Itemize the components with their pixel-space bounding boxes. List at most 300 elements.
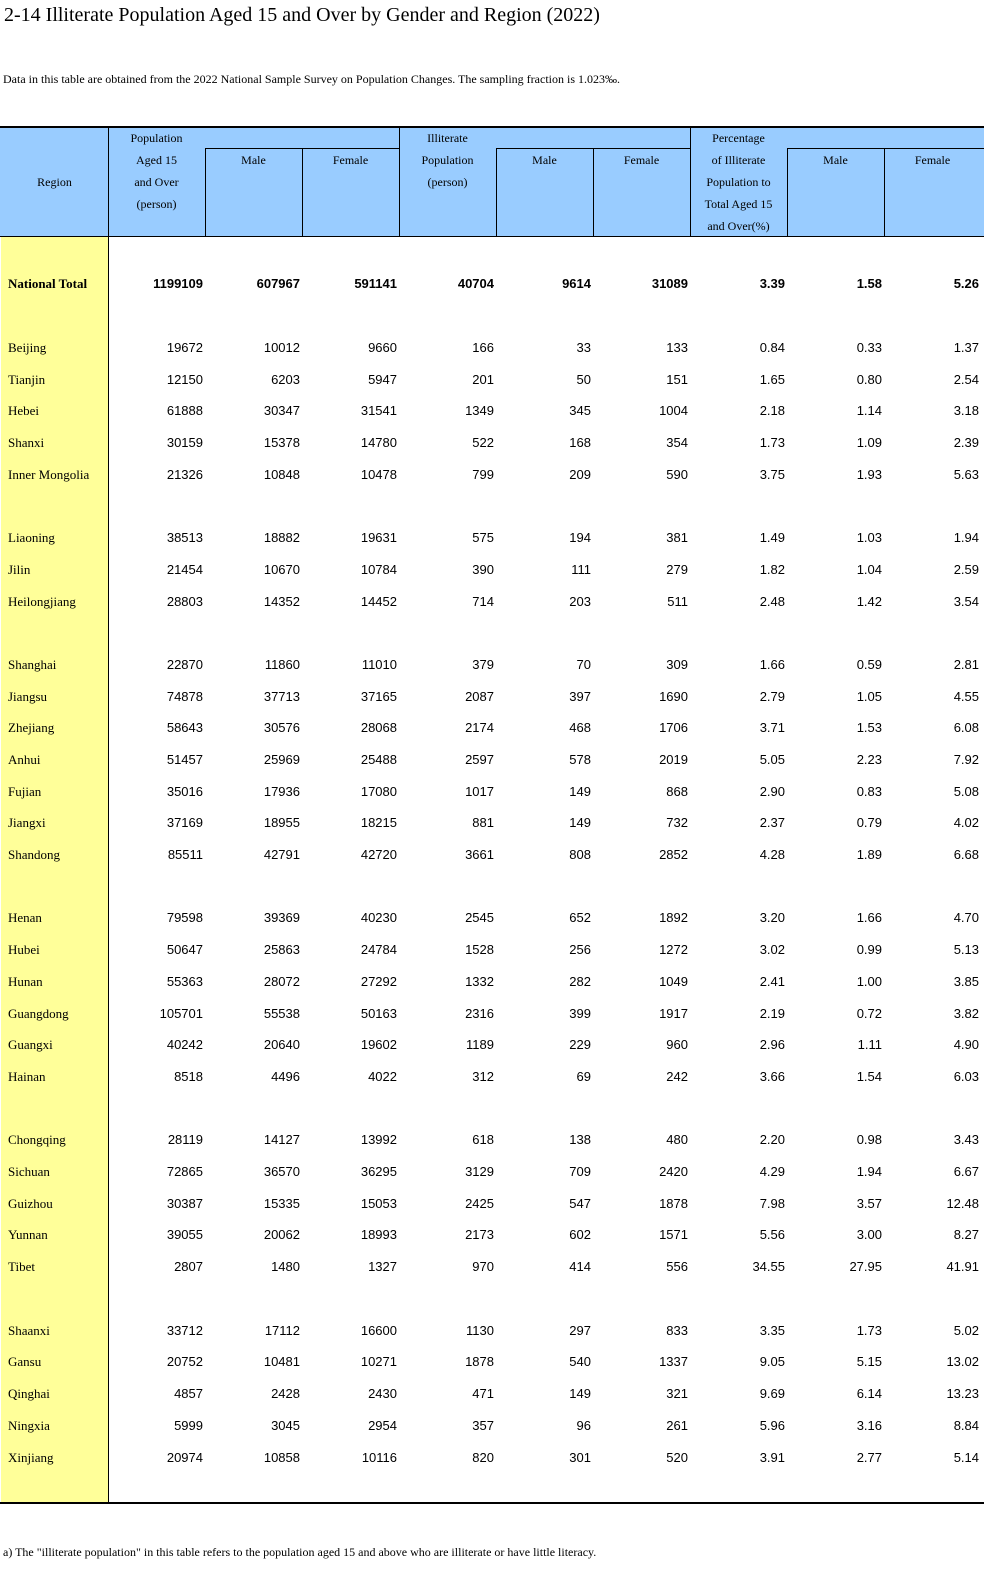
- cell-ill: 820: [472, 1450, 494, 1465]
- cell-pop: 30159: [166, 435, 203, 450]
- cell-ill-f: 1706: [659, 720, 688, 735]
- cell-pct-f: 12.48: [946, 1196, 979, 1211]
- region-name: Chongqing: [8, 1132, 66, 1147]
- cell-pct: 2.20: [759, 1132, 785, 1147]
- cell-pop-f: 2954: [368, 1418, 397, 1433]
- cell-pct-f: 8.84: [953, 1418, 979, 1433]
- cell-pct-f: 2.39: [953, 435, 979, 450]
- cell-pct: 1.66: [759, 657, 785, 672]
- region-name: Qinghai: [8, 1386, 50, 1401]
- cell-pop-f: 1327: [368, 1259, 397, 1274]
- cell-pop-f: 16600: [360, 1323, 397, 1338]
- cell-pct-m: 1.89: [856, 847, 882, 862]
- cell-pct: 4.29: [759, 1164, 785, 1179]
- cell-pop-m: 30347: [263, 403, 300, 418]
- table-row: [0, 528, 984, 548]
- cell-pop: 38513: [166, 530, 203, 545]
- cell-pct-f: 5.14: [953, 1450, 979, 1465]
- cell-ill: 522: [472, 435, 494, 450]
- region-name: National Total: [8, 276, 88, 291]
- cell-ill-f: 590: [666, 467, 688, 482]
- cell-pop: 22870: [166, 657, 203, 672]
- cell-ill-m: 297: [569, 1323, 591, 1338]
- cell-pct: 5.96: [759, 1418, 785, 1433]
- cell-ill-f: 1690: [659, 689, 688, 704]
- table-row: [0, 813, 984, 833]
- cell-pct: 2.48: [759, 594, 785, 609]
- cell-pop-m: 18882: [263, 530, 300, 545]
- table-row: [0, 940, 984, 960]
- cell-pct-f: 2.59: [953, 562, 979, 577]
- header-population: Population Aged 15 and Over (person): [130, 131, 183, 211]
- cell-ill-m: 282: [569, 974, 591, 989]
- cell-ill-f: 520: [666, 1450, 688, 1465]
- region-name: Yunnan: [8, 1227, 48, 1242]
- cell-ill-m: 203: [569, 594, 591, 609]
- cell-ill-m: 96: [576, 1418, 591, 1433]
- cell-pct-m: 1.58: [856, 276, 882, 291]
- cell-pop-f: 11010: [361, 657, 397, 672]
- region-name: Jilin: [8, 562, 31, 577]
- cell-pop: 30387: [166, 1196, 203, 1211]
- cell-ill-f: 151: [666, 372, 688, 387]
- table-row: [0, 1067, 984, 1087]
- cell-pct-f: 6.03: [953, 1069, 979, 1084]
- source-note: Data in this table are obtained from the 2022 National Sample Survey on Population Changes. The sampling fraction is 1.023‰.: [3, 72, 620, 86]
- cell-pct-m: 1.14: [856, 403, 882, 418]
- table-row: [0, 1035, 984, 1055]
- cell-pop-m: 14352: [263, 594, 300, 609]
- region-name: Hubei: [8, 942, 40, 957]
- table-row: [0, 465, 984, 485]
- cell-pop-f: 50163: [360, 1006, 397, 1021]
- cell-ill-f: 1004: [659, 403, 688, 418]
- cell-ill-m: 9614: [562, 276, 591, 291]
- cell-ill-m: 256: [569, 942, 591, 957]
- cell-ill-f: 2420: [659, 1164, 688, 1179]
- cell-pct-f: 3.43: [953, 1132, 979, 1147]
- cell-ill: 1332: [465, 974, 494, 989]
- cell-pct: 3.75: [759, 467, 785, 482]
- cell-pct-m: 1.03: [856, 530, 882, 545]
- cell-pop: 33712: [166, 1323, 203, 1338]
- cell-ill-f: 321: [666, 1386, 688, 1401]
- cell-ill: 714: [472, 594, 494, 609]
- cell-pop: 1199109: [153, 276, 203, 291]
- cell-pop-f: 13992: [360, 1132, 397, 1147]
- cell-pct-m: 1.73: [856, 1323, 882, 1338]
- cell-ill: 3129: [465, 1164, 494, 1179]
- cell-pct-m: 3.00: [856, 1227, 882, 1242]
- cell-pct-f: 2.81: [953, 657, 979, 672]
- cell-pct: 3.35: [759, 1323, 785, 1338]
- cell-pct: 2.18: [759, 403, 785, 418]
- region-name: Hunan: [8, 974, 43, 989]
- cell-ill-m: 209: [569, 467, 591, 482]
- table-row: [0, 1416, 984, 1436]
- cell-pct: 1.82: [759, 562, 785, 577]
- cell-pop: 55363: [166, 974, 203, 989]
- cell-ill-m: 194: [569, 530, 591, 545]
- region-name: Guangxi: [8, 1037, 53, 1052]
- cell-pop-f: 10271: [360, 1354, 397, 1369]
- cell-pct-m: 1.53: [856, 720, 882, 735]
- cell-pop-f: 42720: [360, 847, 397, 862]
- cell-pct-f: 5.26: [953, 276, 979, 291]
- cell-ill: 166: [472, 340, 494, 355]
- region-name: Ningxia: [8, 1418, 50, 1433]
- region-name: Shandong: [8, 847, 60, 862]
- cell-pop: 61888: [166, 403, 203, 418]
- cell-ill-m: 602: [569, 1227, 591, 1242]
- cell-pop-m: 39369: [263, 910, 300, 925]
- cell-ill: 1528: [465, 942, 494, 957]
- table-row: [0, 782, 984, 802]
- cell-pop-f: 9660: [368, 340, 397, 355]
- cell-pop-m: 17936: [263, 784, 300, 799]
- cell-ill-m: 345: [569, 403, 591, 418]
- region-name: Hainan: [8, 1069, 46, 1084]
- cell-pct: 5.05: [759, 752, 785, 767]
- cell-pop-m: 10848: [263, 467, 300, 482]
- cell-pct-m: 1.94: [856, 1164, 882, 1179]
- cell-pct-m: 1.93: [856, 467, 882, 482]
- cell-ill-f: 833: [666, 1323, 688, 1338]
- cell-pct: 3.39: [759, 276, 785, 291]
- cell-pct-f: 8.27: [953, 1227, 979, 1242]
- cell-pct: 2.96: [759, 1037, 785, 1052]
- cell-pop: 51457: [166, 752, 203, 767]
- region-name: Anhui: [8, 752, 41, 767]
- cell-ill-f: 960: [666, 1037, 688, 1052]
- cell-pop: 72865: [166, 1164, 203, 1179]
- cell-ill-f: 732: [666, 815, 688, 830]
- cell-pct-f: 6.67: [953, 1164, 979, 1179]
- region-name: Xinjiang: [8, 1450, 54, 1465]
- region-name: Gansu: [8, 1354, 42, 1369]
- cell-ill-f: 511: [667, 594, 688, 609]
- cell-pct-f: 5.08: [953, 784, 979, 799]
- region-name: Zhejiang: [8, 720, 55, 735]
- cell-pop: 35016: [166, 784, 203, 799]
- cell-pop-f: 2430: [368, 1386, 397, 1401]
- page-title: 2-14 Illiterate Population Aged 15 and Over by Gender and Region (2022): [4, 4, 600, 26]
- cell-pct: 1.49: [759, 530, 785, 545]
- table-row: [0, 401, 984, 421]
- cell-ill-f: 1272: [659, 942, 688, 957]
- cell-ill: 471: [472, 1386, 494, 1401]
- cell-ill: 1189: [466, 1037, 494, 1052]
- cell-pct-m: 0.98: [856, 1132, 882, 1147]
- cell-ill: 575: [472, 530, 494, 545]
- cell-ill-f: 381: [666, 530, 688, 545]
- cell-ill: 970: [472, 1259, 494, 1274]
- cell-ill: 201: [472, 372, 494, 387]
- cell-ill-m: 578: [569, 752, 591, 767]
- region-name: Tibet: [8, 1259, 35, 1274]
- cell-pct: 9.69: [759, 1386, 785, 1401]
- table-row: [0, 972, 984, 992]
- cell-pct: 3.02: [759, 942, 785, 957]
- cell-pop: 28119: [167, 1132, 203, 1147]
- cell-ill: 3661: [465, 847, 494, 862]
- cell-ill-m: 397: [569, 689, 591, 704]
- cell-pct-m: 0.72: [856, 1006, 882, 1021]
- cell-ill-f: 1892: [659, 910, 688, 925]
- cell-ill-f: 242: [666, 1069, 688, 1084]
- cell-pct-m: 0.33: [856, 340, 882, 355]
- cell-pop: 8518: [174, 1069, 203, 1084]
- cell-pop: 19672: [166, 340, 203, 355]
- cell-pop: 20752: [166, 1354, 203, 1369]
- cell-ill: 1349: [465, 403, 494, 418]
- table-row: [0, 750, 984, 770]
- cell-pop: 20974: [166, 1450, 203, 1465]
- cell-ill-f: 279: [666, 562, 688, 577]
- header-ill-female: Female: [623, 153, 660, 167]
- header-region: Region: [37, 175, 72, 189]
- cell-ill-m: 138: [569, 1132, 591, 1147]
- region-name: Henan: [8, 910, 42, 925]
- cell-pop-f: 37165: [360, 689, 397, 704]
- cell-pop-f: 19631: [360, 530, 397, 545]
- cell-pop-m: 36570: [263, 1164, 300, 1179]
- cell-ill-f: 868: [666, 784, 688, 799]
- cell-pop-f: 5947: [368, 372, 397, 387]
- cell-pct: 0.84: [759, 340, 785, 355]
- cell-pct-m: 1.00: [856, 974, 882, 989]
- cell-pop-m: 10012: [263, 340, 300, 355]
- cell-ill-m: 301: [569, 1450, 591, 1465]
- cell-pct-m: 0.83: [856, 784, 882, 799]
- cell-pop: 105701: [159, 1006, 203, 1021]
- cell-ill: 2316: [465, 1006, 494, 1021]
- table-row: [0, 1194, 984, 1214]
- cell-pct: 1.65: [759, 372, 785, 387]
- cell-ill-f: 2019: [659, 752, 688, 767]
- cell-pct: 2.41: [759, 974, 785, 989]
- table-row: [0, 433, 984, 453]
- cell-pct-f: 3.54: [953, 594, 979, 609]
- cell-ill-m: 69: [576, 1069, 591, 1084]
- cell-pop-m: 55538: [263, 1006, 300, 1021]
- cell-pop: 4857: [174, 1386, 203, 1401]
- cell-pct: 1.73: [759, 435, 785, 450]
- cell-pct: 2.90: [759, 784, 785, 799]
- cell-pop-f: 25488: [360, 752, 397, 767]
- cell-pct-m: 1.09: [856, 435, 882, 450]
- cell-pop-f: 4022: [368, 1069, 397, 1084]
- region-column-bg: [1, 237, 108, 1503]
- cell-pop-f: 15053: [360, 1196, 397, 1211]
- region-name: Guizhou: [8, 1196, 53, 1211]
- cell-ill-f: 133: [666, 340, 688, 355]
- table-row: [0, 592, 984, 612]
- cell-pct-m: 0.59: [856, 657, 882, 672]
- cell-pct-f: 5.63: [953, 467, 979, 482]
- cell-pop: 28803: [166, 594, 203, 609]
- cell-ill-f: 556: [666, 1259, 688, 1274]
- cell-pop-m: 1480: [271, 1259, 300, 1274]
- cell-ill-f: 31089: [651, 276, 688, 291]
- cell-pct: 34.55: [752, 1259, 785, 1274]
- cell-ill-m: 149: [569, 815, 591, 830]
- cell-pop-f: 10116: [361, 1450, 397, 1465]
- cell-pop-m: 25969: [263, 752, 300, 767]
- cell-pop-m: 28072: [263, 974, 300, 989]
- cell-ill: 1130: [466, 1323, 494, 1338]
- cell-pct-m: 6.14: [856, 1386, 882, 1401]
- cell-ill-m: 414: [569, 1259, 591, 1274]
- cell-pop-m: 11860: [264, 657, 300, 672]
- cell-pct: 3.20: [759, 910, 785, 925]
- cell-pct-m: 1.66: [856, 910, 882, 925]
- table-row: [0, 1257, 984, 1277]
- cell-ill: 390: [472, 562, 494, 577]
- cell-ill-m: 547: [569, 1196, 591, 1211]
- cell-pop-f: 31541: [360, 403, 397, 418]
- cell-pop-f: 17080: [360, 784, 397, 799]
- cell-pop: 74878: [166, 689, 203, 704]
- cell-pct: 9.05: [759, 1354, 785, 1369]
- cell-pct: 4.28: [759, 847, 785, 862]
- cell-pop-f: 18993: [360, 1227, 397, 1242]
- cell-pct-m: 1.54: [856, 1069, 882, 1084]
- cell-ill-f: 480: [666, 1132, 688, 1147]
- cell-pct-m: 27.95: [849, 1259, 882, 1274]
- table-row: [0, 338, 984, 358]
- table-row: [0, 1352, 984, 1372]
- cell-ill: 618: [472, 1132, 494, 1147]
- cell-pct-f: 4.90: [953, 1037, 979, 1052]
- header-ill-male: Male: [532, 153, 557, 167]
- cell-ill-f: 1917: [659, 1006, 688, 1021]
- region-name: Hebei: [8, 403, 40, 418]
- region-name: Inner Mongolia: [8, 467, 90, 482]
- cell-pop: 2807: [174, 1259, 203, 1274]
- cell-pct-m: 0.79: [856, 815, 882, 830]
- cell-pop-m: 37713: [263, 689, 300, 704]
- cell-pop-m: 3045: [271, 1418, 300, 1433]
- cell-pop-f: 10784: [360, 562, 397, 577]
- region-name: Shaanxi: [8, 1323, 50, 1338]
- cell-pop-m: 15335: [263, 1196, 300, 1211]
- cell-pct-f: 2.54: [953, 372, 979, 387]
- cell-pct-f: 6.08: [953, 720, 979, 735]
- cell-pct: 2.79: [759, 689, 785, 704]
- cell-ill: 1017: [465, 784, 494, 799]
- cell-pct: 7.98: [759, 1196, 785, 1211]
- cell-ill-m: 709: [569, 1164, 591, 1179]
- region-name: Sichuan: [8, 1164, 50, 1179]
- region-name: Fujian: [8, 784, 42, 799]
- table-row: [0, 274, 984, 294]
- cell-ill-m: 399: [569, 1006, 591, 1021]
- cell-pct-f: 3.85: [953, 974, 979, 989]
- header-illiterate: Illiterate Population (person): [421, 131, 474, 189]
- cell-pct-m: 2.77: [856, 1450, 882, 1465]
- cell-ill: 40704: [457, 276, 494, 291]
- cell-ill-m: 229: [569, 1037, 591, 1052]
- cell-ill: 799: [472, 467, 494, 482]
- cell-pct-f: 3.18: [953, 403, 979, 418]
- cell-pop-m: 17112: [264, 1323, 300, 1338]
- cell-pop-m: 20062: [263, 1227, 300, 1242]
- cell-pct-m: 3.57: [856, 1196, 882, 1211]
- cell-ill-f: 309: [666, 657, 688, 672]
- region-name: Jiangxi: [8, 815, 46, 830]
- region-name: Shanghai: [8, 657, 57, 672]
- table-row: [0, 1225, 984, 1245]
- cell-pop-f: 10478: [360, 467, 397, 482]
- cell-pct-f: 6.68: [953, 847, 979, 862]
- cell-ill: 379: [472, 657, 494, 672]
- cell-pct-f: 3.82: [953, 1006, 979, 1021]
- table-bottom-rule: [0, 1502, 984, 1504]
- cell-ill: 2087: [465, 689, 494, 704]
- cell-pop-m: 4496: [271, 1069, 300, 1084]
- cell-pct-f: 4.55: [953, 689, 979, 704]
- cell-pop-m: 10670: [263, 562, 300, 577]
- cell-ill: 2173: [465, 1227, 494, 1242]
- region-name: Beijing: [8, 340, 47, 355]
- table-row: [0, 1321, 984, 1341]
- cell-pop-m: 42791: [263, 847, 300, 862]
- cell-pop: 37169: [166, 815, 203, 830]
- table-row: [0, 1004, 984, 1024]
- table-row: [0, 1130, 984, 1150]
- cell-pop-f: 28068: [360, 720, 397, 735]
- cell-pop-m: 14127: [263, 1132, 300, 1147]
- cell-ill-m: 50: [576, 372, 591, 387]
- header-percentage: Percentage of Illiterate Population to Total Aged 15 and Over(%): [704, 131, 773, 233]
- cell-ill-m: 149: [569, 1386, 591, 1401]
- cell-ill: 2545: [465, 910, 494, 925]
- cell-ill-m: 652: [569, 910, 591, 925]
- cell-pop: 5999: [174, 1418, 203, 1433]
- cell-pop-m: 10858: [263, 1450, 300, 1465]
- region-name: Tianjin: [8, 372, 46, 387]
- cell-pct-f: 41.91: [946, 1259, 979, 1274]
- table-row: [0, 1162, 984, 1182]
- cell-ill: 312: [472, 1069, 494, 1084]
- cell-pct: 3.71: [759, 720, 785, 735]
- cell-pop-m: 6203: [271, 372, 300, 387]
- cell-ill-m: 33: [576, 340, 591, 355]
- cell-pop: 58643: [166, 720, 203, 735]
- cell-pop-f: 18215: [360, 815, 397, 830]
- table-row: [0, 845, 984, 865]
- cell-pop-f: 14452: [360, 594, 397, 609]
- cell-pct-m: 1.42: [856, 594, 882, 609]
- cell-pct: 2.37: [759, 815, 785, 830]
- header-pop-female: Female: [332, 153, 369, 167]
- cell-pct: 5.56: [759, 1227, 785, 1242]
- cell-pct-f: 13.02: [946, 1354, 979, 1369]
- cell-pct-m: 1.05: [856, 689, 882, 704]
- region-name: Liaoning: [8, 530, 55, 545]
- region-name: Guangdong: [8, 1006, 69, 1021]
- cell-pop: 39055: [166, 1227, 203, 1242]
- table-row: [0, 718, 984, 738]
- cell-pop-f: 19602: [360, 1037, 397, 1052]
- cell-pop: 21326: [166, 467, 203, 482]
- table-row: [0, 1448, 984, 1468]
- cell-pct-f: 5.13: [953, 942, 979, 957]
- table-row: [0, 370, 984, 390]
- cell-pop-m: 2428: [271, 1386, 300, 1401]
- cell-pop-f: 36295: [360, 1164, 397, 1179]
